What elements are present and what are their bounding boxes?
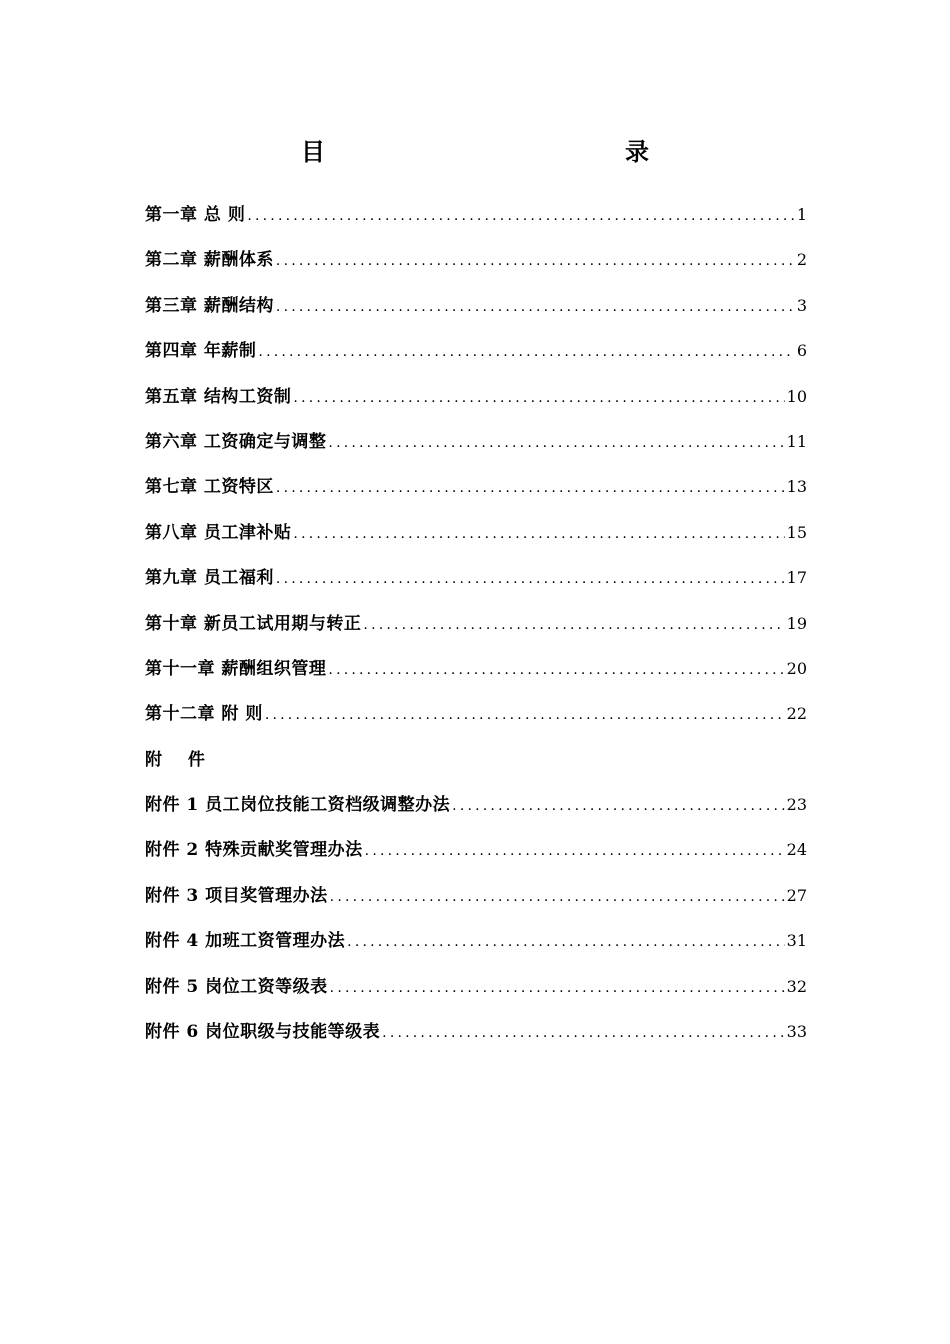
- dot-leader: [276, 290, 795, 324]
- toc-entry-appendix-6[interactable]: [145, 1015, 807, 1060]
- dot-leader: [365, 834, 785, 868]
- toc-entry-label: 第十一章 薪酬组织管理: [145, 658, 327, 679]
- toc-entry-page: 1: [796, 205, 807, 224]
- toc-entry-chapter-8[interactable]: [145, 516, 807, 561]
- toc-entry-appendix-2[interactable]: [145, 833, 807, 878]
- dot-leader: [328, 653, 784, 687]
- dot-leader: [382, 1016, 784, 1050]
- toc-entry-chapter-2[interactable]: [145, 243, 807, 288]
- toc-entry-chapter-6[interactable]: [145, 425, 807, 470]
- dot-leader: [293, 517, 784, 551]
- toc-list: [145, 198, 807, 1060]
- toc-entry-page: 13: [786, 477, 807, 497]
- toc-entry-chapter-9[interactable]: [145, 561, 807, 606]
- toc-section-label: 附 件: [145, 749, 215, 770]
- toc-entry-label: 第四章 年薪制: [145, 341, 257, 362]
- dot-leader: [276, 244, 795, 278]
- toc-entry-page: 6: [796, 341, 807, 361]
- toc-entry-page: 10: [786, 386, 807, 406]
- dot-leader: [330, 971, 785, 1005]
- toc-entry-chapter-1[interactable]: [145, 198, 807, 243]
- dot-leader: [347, 925, 784, 959]
- toc-entry-chapter-11[interactable]: [145, 652, 807, 697]
- toc-entry-page: 20: [786, 658, 807, 678]
- toc-entry-page: 33: [786, 1022, 807, 1042]
- toc-entry-page: 27: [786, 885, 807, 905]
- toc-entry-label: 附件 5 岗位工资等级表: [145, 976, 328, 997]
- dot-leader: [328, 426, 784, 460]
- toc-entry-page: 23: [786, 795, 807, 815]
- toc-entry-page: 22: [786, 704, 807, 724]
- toc-entry-page: 24: [786, 840, 807, 860]
- dot-leader: [258, 335, 794, 369]
- toc-entry-chapter-4[interactable]: [145, 334, 807, 379]
- toc-entry-label: 附件 4 加班工资管理办法: [145, 931, 346, 952]
- dot-leader: [247, 199, 794, 233]
- dot-leader: [265, 698, 785, 732]
- toc-entry-label: 附件 2 特殊贡献奖管理办法: [145, 840, 363, 861]
- toc-title: 目 录: [301, 137, 733, 166]
- toc-entry-label: 第七章 工资特区: [145, 477, 274, 498]
- toc-entry-label: 附件 6 岗位职级与技能等级表: [145, 1022, 381, 1043]
- toc-entry-chapter-3[interactable]: [145, 289, 807, 334]
- toc-entry-label: 第十章 新员工试用期与转正: [145, 613, 362, 634]
- toc-entry-page: 31: [786, 931, 807, 951]
- toc-entry-page: 15: [786, 522, 807, 542]
- toc-entry-page: 3: [796, 295, 807, 315]
- toc-entry-label: 第二章 薪酬体系: [145, 250, 274, 271]
- toc-entry-appendix-1[interactable]: [145, 788, 807, 833]
- toc-entry-page: 17: [786, 568, 807, 588]
- toc-entry-appendix-3[interactable]: [145, 879, 807, 924]
- toc-entry-page: 11: [786, 431, 807, 451]
- toc-entry-label: 第五章 结构工资制: [145, 386, 292, 407]
- toc-entry-chapter-7[interactable]: [145, 470, 807, 515]
- toc-entry-appendix-5[interactable]: [145, 970, 807, 1015]
- toc-entry-label: 附件 3 项目奖管理办法: [145, 885, 328, 906]
- toc-entry-appendix-4[interactable]: [145, 924, 807, 969]
- toc-entry-chapter-10[interactable]: [145, 607, 807, 652]
- toc-entry-chapter-5[interactable]: [145, 380, 807, 425]
- dot-leader: [276, 471, 785, 505]
- toc-entry-label: 第九章 员工福利: [145, 568, 274, 589]
- dot-leader: [293, 381, 784, 415]
- dot-leader: [452, 789, 784, 823]
- toc-entry-label: 第六章 工资确定与调整: [145, 431, 327, 452]
- dot-leader: [363, 608, 784, 642]
- dot-leader: [330, 880, 785, 914]
- dot-leader: [276, 562, 785, 596]
- toc-entry-page: 2: [796, 250, 807, 270]
- toc-entry-chapter-12[interactable]: [145, 697, 807, 742]
- toc-section-appendix: [145, 743, 807, 788]
- toc-entry-label: 第三章 薪酬结构: [145, 295, 274, 316]
- toc-entry-label: 附件 1 员工岗位技能工资档级调整办法: [145, 795, 451, 816]
- toc-entry-page: 32: [786, 976, 807, 996]
- toc-entry-label: 第十二章 附 则: [145, 704, 263, 725]
- toc-entry-label: 第八章 员工津补贴: [145, 522, 292, 543]
- toc-entry-page: 19: [786, 613, 807, 633]
- toc-entry-label: 第一章 总 则: [145, 205, 246, 225]
